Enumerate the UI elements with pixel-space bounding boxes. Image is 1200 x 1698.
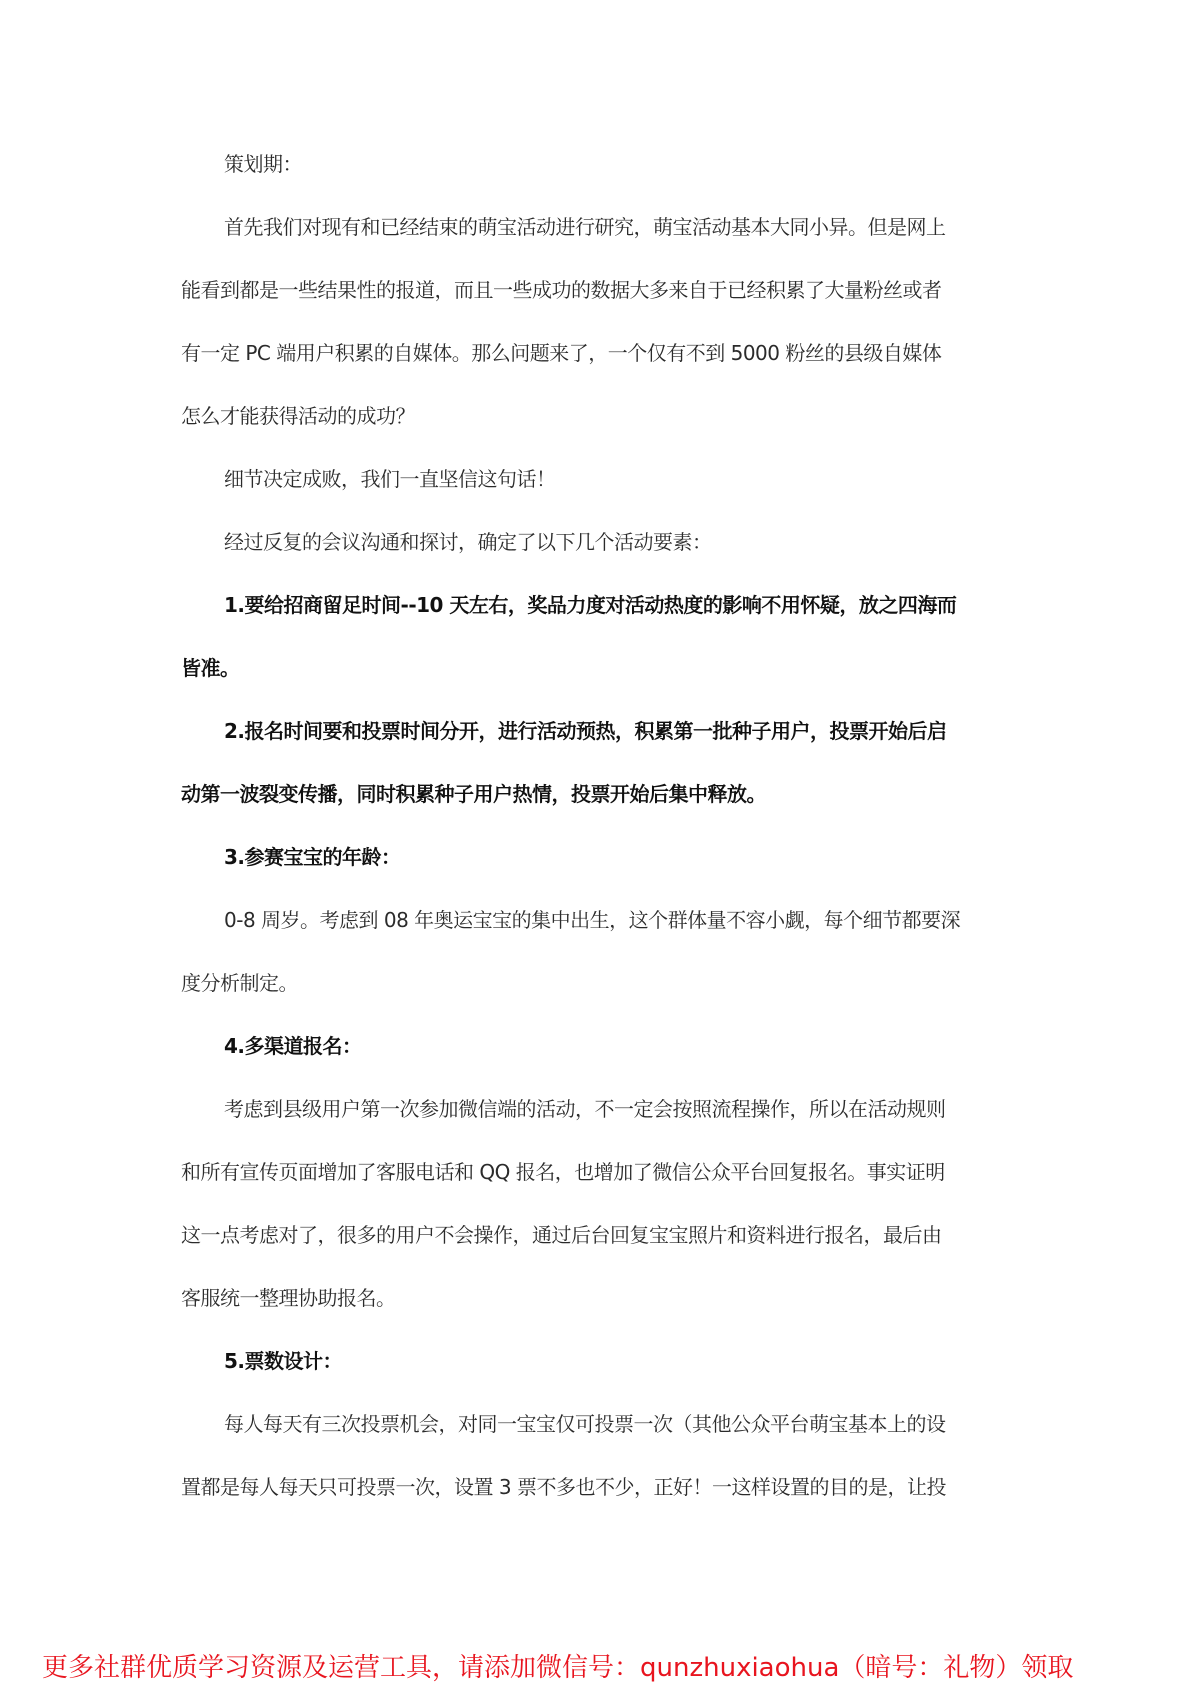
list-heading-4: 4.多渠道报名：	[224, 1034, 362, 1058]
list-heading-3: 3.参赛宝宝的年龄：	[224, 845, 401, 869]
footer-promo-banner: 更多社群优质学习资源及运营工具，请添加微信号：qunzhuxiaohua（暗号：礼物）领取	[42, 1653, 1074, 1683]
list-heading-5: 5.票数设计：	[224, 1349, 343, 1373]
paragraph-line: 经过反复的会议沟通和探讨，确定了以下几个活动要素：	[224, 530, 712, 554]
paragraph-line: 置都是每人每天只可投票一次，设置 3 票不多也不少，正好！一这样设置的目的是，让投	[181, 1475, 946, 1499]
paragraph-line: 客服统一整理协助报名。	[181, 1286, 396, 1310]
section-heading-planning: 策划期：	[224, 152, 302, 176]
paragraph-line: 首先我们对现有和已经结束的萌宝活动进行研究，萌宝活动基本大同小异。但是网上	[224, 215, 946, 239]
list-item-2-continued: 动第一波裂变传播，同时积累种子用户热情，投票开始后集中释放。	[181, 782, 766, 806]
list-item-2: 2.报名时间要和投票时间分开，进行活动预热，积累第一批种子用户，投票开始后启	[224, 719, 947, 743]
paragraph-line: 这一点考虑对了，很多的用户不会操作，通过后台回复宝宝照片和资料进行报名，最后由	[181, 1223, 942, 1247]
paragraph-line: 0-8 周岁。考虑到 08 年奥运宝宝的集中出生，这个群体量不容小觑，每个细节都要深	[224, 908, 961, 932]
paragraph-line: 考虑到县级用户第一次参加微信端的活动，不一定会按照流程操作，所以在活动规则	[224, 1097, 946, 1121]
paragraph-line: 和所有宣传页面增加了客服电话和 QQ 报名，也增加了微信公众平台回复报名。事实证明	[181, 1160, 945, 1184]
list-item-1-continued: 皆准。	[181, 656, 240, 680]
list-item-1: 1.要给招商留足时间--10 天左右，奖品力度对活动热度的影响不用怀疑，放之四海而	[224, 593, 957, 617]
paragraph-line: 怎么才能获得活动的成功？	[181, 404, 415, 428]
paragraph-line: 每人每天有三次投票机会，对同一宝宝仅可投票一次（其他公众平台萌宝基本上的设	[224, 1412, 946, 1436]
paragraph-line: 有一定 PC 端用户积累的自媒体。那么问题来了，一个仅有不到 5000 粉丝的县级自媒体	[181, 341, 942, 365]
paragraph-line: 度分析制定。	[181, 971, 298, 995]
paragraph-line: 能看到都是一些结果性的报道，而且一些成功的数据大多来自于已经积累了大量粉丝或者	[181, 278, 942, 302]
paragraph-line: 细节决定成败，我们一直坚信这句话！	[224, 467, 556, 491]
